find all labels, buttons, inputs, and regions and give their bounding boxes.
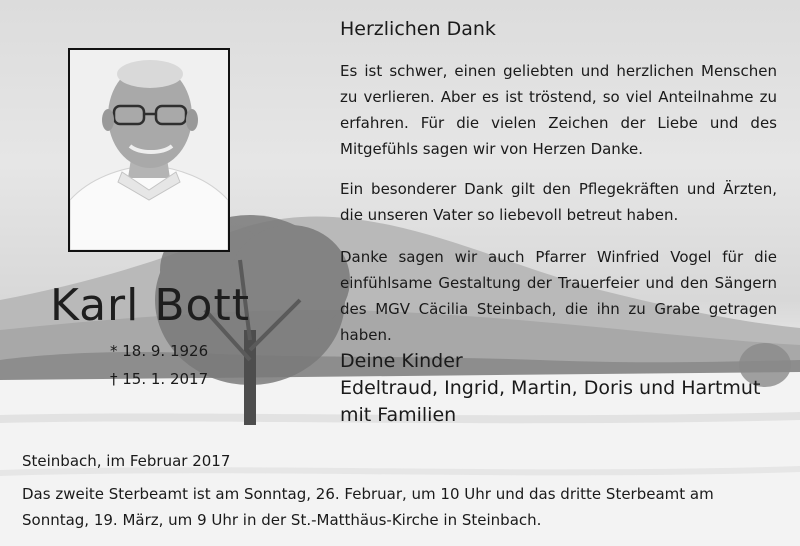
- memorial-service-note: Das zweite Sterbeamt ist am Sonntag, 26. Februar, um 10 Uhr und das dritte Sterbeamt am Sonntag, 19. März, um 9 Uhr in der St.-Matthäus-Kirche in Steinbach.: [22, 485, 714, 529]
- thanks-paragraph-1: Es ist schwer, einen geliebten und herzlichen Menschen zu verlieren. Aber es ist tröstend, so viel Anteilnahme zu erfahren. Für die vielen Zeichen der Liebe und des Mitgefühls sagen wir von Herzen Danke.: [340, 62, 777, 158]
- death-date: † 15. 1. 2017: [110, 370, 209, 388]
- family-signature: [340, 348, 790, 429]
- signature-line-2: Edeltraud, Ingrid, Martin, Doris und Hartmut: [340, 377, 761, 399]
- signature-line-1: Deine Kinder: [340, 350, 463, 372]
- birth-date: * 18. 9. 1926: [110, 342, 209, 360]
- thanks-heading: Herzlichen Dank: [340, 18, 496, 40]
- thanks-paragraph-2: Ein besonderer Dank gilt den Pflegekräften und Ärzten, die unseren Vater so liebevoll betreut haben.: [340, 180, 777, 224]
- thanks-paragraph-3: Danke sagen wir auch Pfarrer Winfried Vogel für die einfühlsame Gestaltung der Trauerfeier und den Sängern des MGV Cäcilia Steinbach, die ihn zu Grabe getragen haben.: [340, 248, 777, 344]
- deceased-name: Karl Bott: [50, 280, 250, 331]
- place-date: Steinbach, im Februar 2017: [22, 452, 231, 470]
- signature-line-3: mit Familien: [340, 404, 457, 426]
- portrait-photo: [68, 48, 230, 252]
